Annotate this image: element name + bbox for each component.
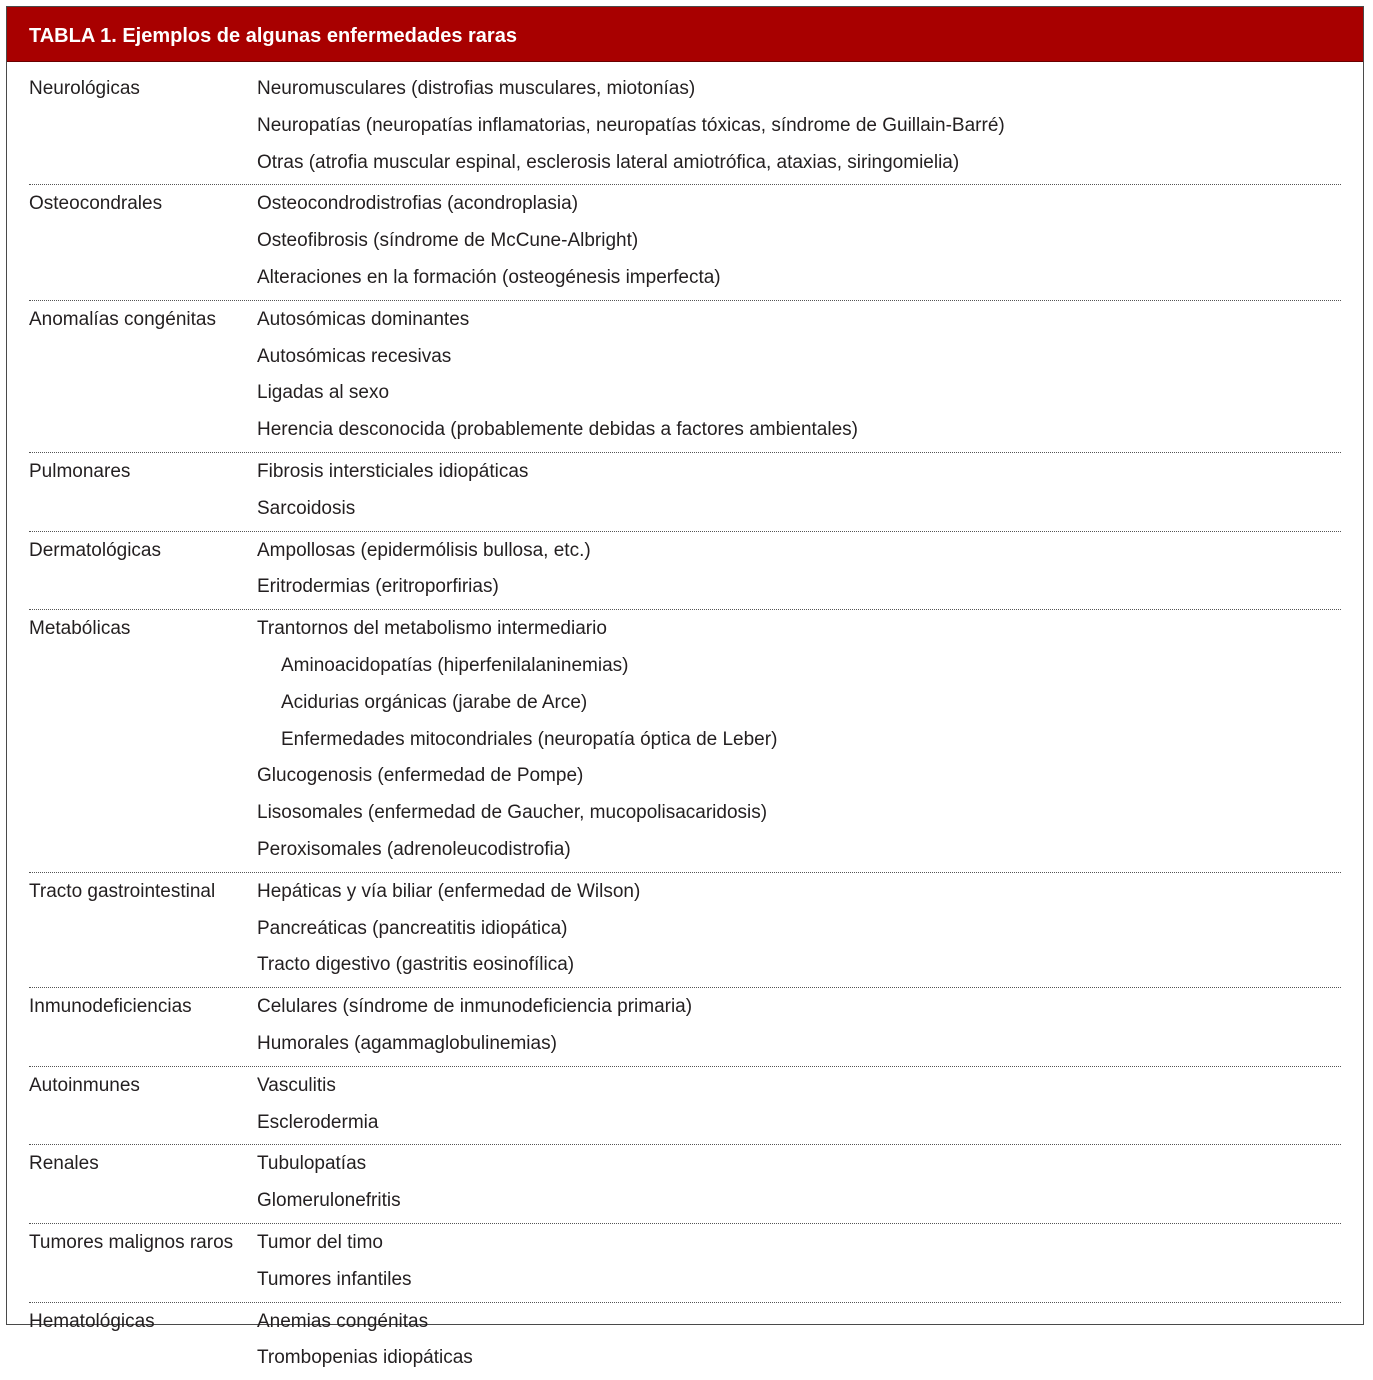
- table-frame: [6, 6, 1364, 1325]
- list-item: Trantornos del metabolismo intermediario: [257, 611, 1341, 648]
- category-label: Hematológicas: [29, 1304, 155, 1341]
- table-row-group: [29, 1067, 1341, 1146]
- category-items: [257, 1304, 1341, 1378]
- category-label: Inmunodeficiencias: [29, 989, 192, 1026]
- table-row-group: [29, 185, 1341, 300]
- table-row-group: [29, 71, 1341, 185]
- list-item: Neuropatías (neuropatías inflamatorias, neuropatías tóxicas, síndrome de Guillain-Barré): [257, 108, 1341, 145]
- table-row-group: [29, 873, 1341, 988]
- table-row-group: [29, 453, 1341, 532]
- list-item: Sarcoidosis: [257, 491, 1341, 528]
- list-item: Glucogenosis (enfermedad de Pompe): [257, 758, 1341, 795]
- list-item: Otras (atrofia muscular espinal, esclerosis lateral amiotrófica, ataxias, siringomielia): [257, 145, 1341, 182]
- list-item: Tumor del timo: [257, 1225, 1341, 1262]
- category-label: Tracto gastrointestinal: [29, 874, 215, 911]
- category-items: [257, 611, 1341, 869]
- list-item: Lisosomales (enfermedad de Gaucher, mucopolisacaridosis): [257, 795, 1341, 832]
- table-row-group: [29, 988, 1341, 1067]
- list-item: Tubulopatías: [257, 1146, 1341, 1183]
- table-row-group: [29, 1145, 1341, 1224]
- table-row-group: [29, 532, 1341, 611]
- list-item: Pancreáticas (pancreatitis idiopática): [257, 911, 1341, 948]
- category-items: [257, 186, 1341, 296]
- list-item: Glomerulonefritis: [257, 1183, 1341, 1220]
- category-items: [257, 1146, 1341, 1220]
- category-items: [257, 454, 1341, 528]
- table-title: TABLA 1. Ejemplos de algunas enfermedades raras: [29, 24, 517, 48]
- category-label: Dermatológicas: [29, 533, 161, 570]
- category-items: [257, 1068, 1341, 1142]
- category-label: Autoinmunes: [29, 1068, 140, 1105]
- category-items: [257, 989, 1341, 1063]
- category-items: [257, 1225, 1341, 1299]
- table-row-group: [29, 1303, 1341, 1380]
- category-label: Pulmonares: [29, 454, 130, 491]
- list-item: Celulares (síndrome de inmunodeficiencia primaria): [257, 989, 1341, 1026]
- list-item: Tumores infantiles: [257, 1262, 1341, 1299]
- list-item: Humorales (agammaglobulinemias): [257, 1026, 1341, 1063]
- category-label: Anomalías congénitas: [29, 302, 216, 339]
- list-item: Autosómicas recesivas: [257, 339, 1341, 376]
- list-item: Neuromusculares (distrofias musculares, miotonías): [257, 71, 1341, 108]
- table-title-bar: [7, 7, 1363, 62]
- category-label: Tumores malignos raros: [29, 1225, 233, 1262]
- list-item: Ligadas al sexo: [257, 375, 1341, 412]
- table-row-group: [29, 1224, 1341, 1303]
- list-item: Trombopenias idiopáticas: [257, 1340, 1341, 1377]
- list-item: Vasculitis: [257, 1068, 1341, 1105]
- list-item: Osteocondrodistrofias (acondroplasia): [257, 186, 1341, 223]
- table-body: [29, 71, 1341, 1380]
- list-item: Hepáticas y vía biliar (enfermedad de Wilson): [257, 874, 1341, 911]
- list-item: Anemias congénitas: [257, 1304, 1341, 1341]
- table-row-group: [29, 301, 1341, 453]
- sub-list-item: Aminoacidopatías (hiperfenilalaninemias): [257, 648, 1341, 685]
- list-item: Herencia desconocida (probablemente debidas a factores ambientales): [257, 412, 1341, 449]
- list-item: Peroxisomales (adrenoleucodistrofia): [257, 832, 1341, 869]
- list-item: Autosómicas dominantes: [257, 302, 1341, 339]
- category-label: Osteocondrales: [29, 186, 162, 223]
- list-item: Alteraciones en la formación (osteogénesis imperfecta): [257, 260, 1341, 297]
- list-item: Esclerodermia: [257, 1105, 1341, 1142]
- list-item: Ampollosas (epidermólisis bullosa, etc.): [257, 533, 1341, 570]
- sub-list-item: Acidurias orgánicas (jarabe de Arce): [257, 685, 1341, 722]
- category-label: Metabólicas: [29, 611, 130, 648]
- category-label: Renales: [29, 1146, 99, 1183]
- list-item: Eritrodermias (eritroporfirias): [257, 569, 1341, 606]
- list-item: Osteofibrosis (síndrome de McCune-Albright): [257, 223, 1341, 260]
- category-items: [257, 302, 1341, 449]
- category-items: [257, 874, 1341, 984]
- sub-list-item: Enfermedades mitocondriales (neuropatía óptica de Leber): [257, 722, 1341, 759]
- list-item: Fibrosis intersticiales idiopáticas: [257, 454, 1341, 491]
- table-row-group: [29, 610, 1341, 873]
- category-items: [257, 71, 1341, 181]
- category-label: Neurológicas: [29, 71, 140, 108]
- list-item: Tracto digestivo (gastritis eosinofílica): [257, 947, 1341, 984]
- category-items: [257, 533, 1341, 607]
